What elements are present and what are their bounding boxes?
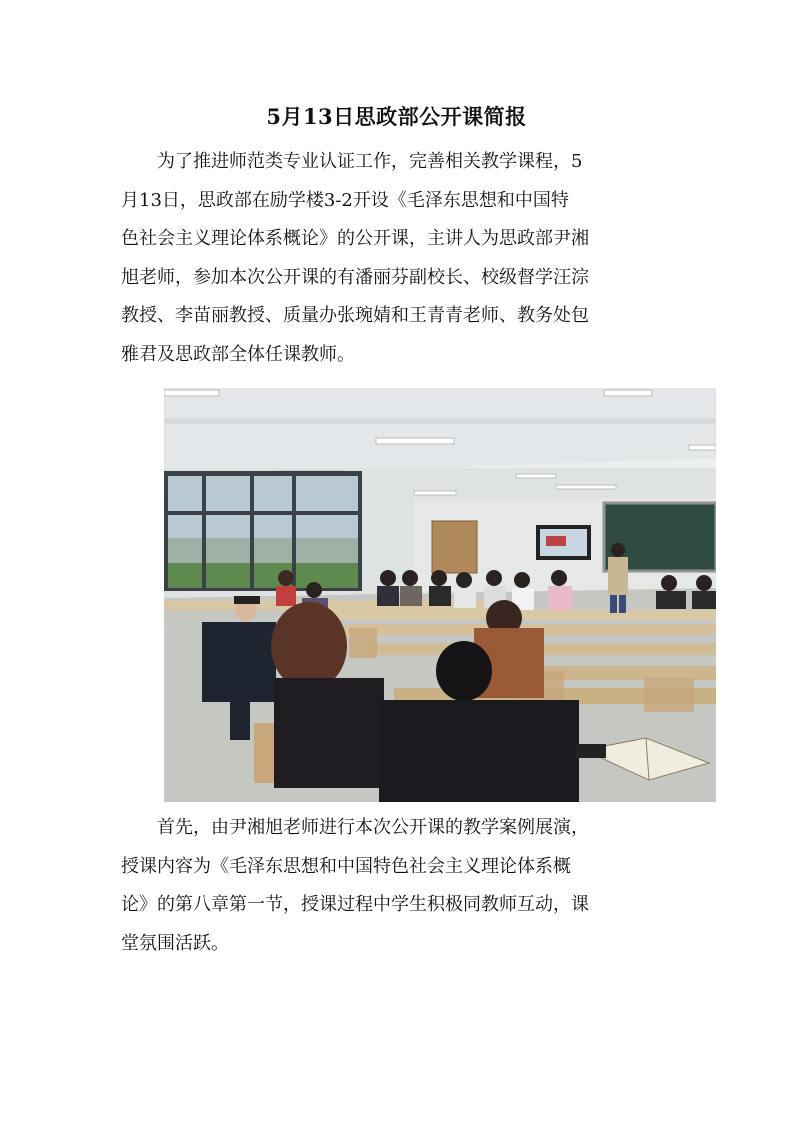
paragraph-line: 雅君及思政部全体任课教师。	[121, 343, 355, 365]
classroom-photo	[164, 388, 716, 802]
page-title: 5月13日思政部公开课简报	[266, 104, 527, 129]
intro-paragraph	[121, 143, 676, 375]
paragraph-line: 月13日，思政部在励学楼3-2开设《毛泽东思想和中国特	[121, 189, 569, 211]
paragraph-line: 色社会主义理论体系概论》的公开课，主讲人为思政部尹湘	[121, 228, 589, 250]
paragraph-line: 旭老师，参加本次公开课的有潘丽芬副校长、校级督学汪淙	[121, 266, 589, 288]
paragraph-line: 为了推进师范类专业认证工作，完善相关教学课程，5	[121, 151, 583, 172]
paragraph-line: 堂氛围活跃。	[121, 932, 229, 954]
paragraph-line: 授课内容为《毛泽东思想和中国特色社会主义理论体系概	[121, 855, 571, 877]
paragraph-line: 论》的第八章第一节，授课过程中学生积极同教师互动，课	[121, 894, 589, 916]
paragraph-line: 首先，由尹湘旭老师进行本次公开课的教学案例展演，	[121, 817, 589, 838]
body-paragraph	[121, 809, 676, 963]
paragraph-line: 教授、李苗丽教授、质量办张琬婧和王青青老师、教务处包	[121, 305, 589, 327]
